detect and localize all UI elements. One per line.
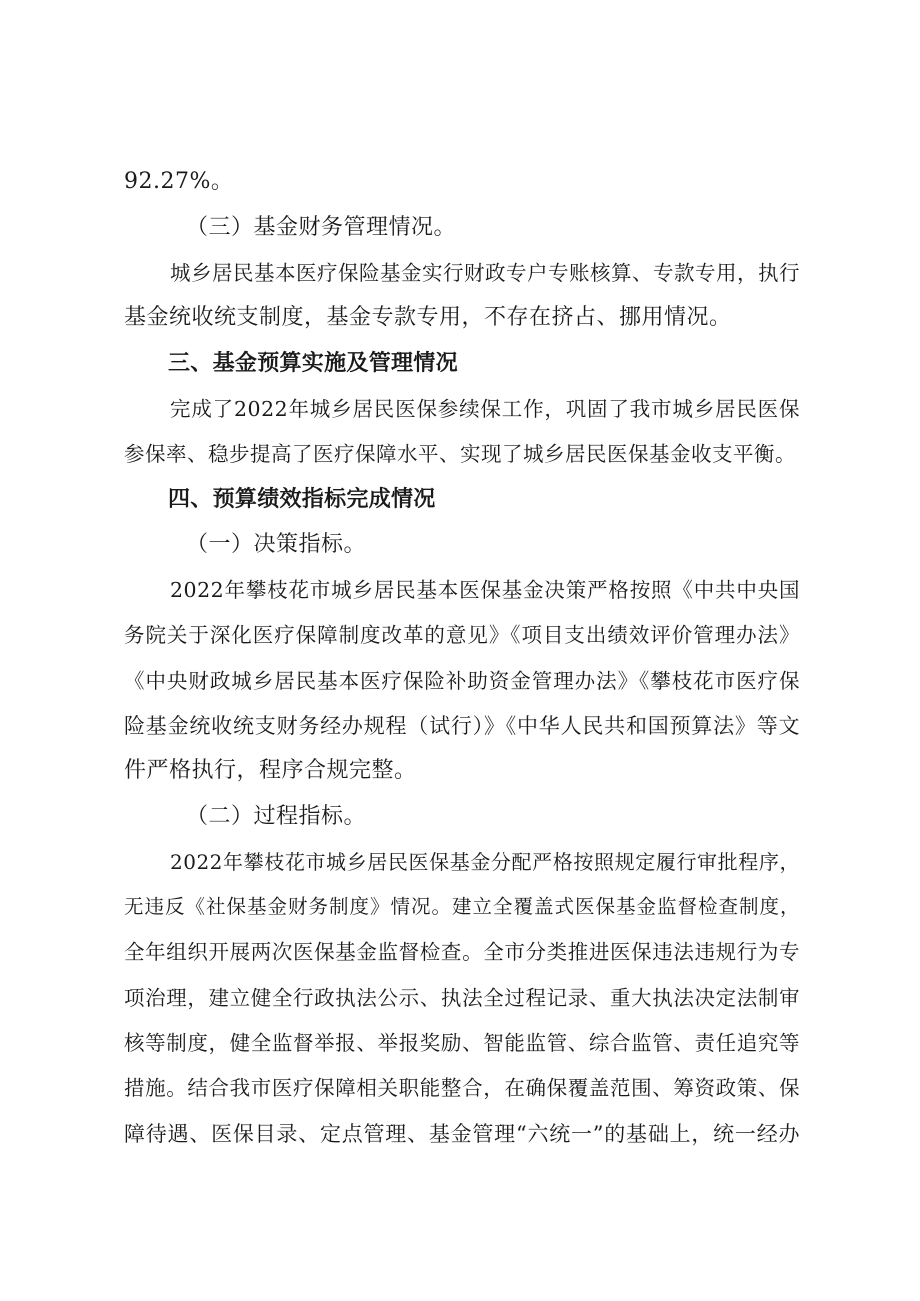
paragraph-line: 险基金统收统支财务经办规程（试行）》《中华人民共和国预算法》等文 [124, 714, 800, 738]
section-heading: 四、预算绩效指标完成情况 [168, 487, 436, 512]
paragraph-line: 2022年攀枝花市城乡居民医保基金分配严格按照规定履行审批程序， [170, 850, 800, 874]
paragraph-line: 完成了2022年城乡居民医保参续保工作，巩固了我市城乡居民医保 [170, 397, 800, 421]
section-subheading: （三）基金财务管理情况。 [186, 215, 457, 240]
paragraph-line: 城乡居民基本医疗保险基金实行财政专户专账核算、专款专用，执行 [170, 261, 800, 285]
section-subheading: （一）决策指标。 [186, 532, 367, 557]
paragraph-line: 全年组织开展两次医保基金监督检查。全市分类推进医保违法违规行为专 [124, 940, 800, 964]
section-subheading: （二）过程指标。 [186, 804, 367, 829]
section-heading: 三、基金预算实施及管理情况 [168, 351, 458, 376]
paragraph-line: 件严格执行，程序合规完整。 [124, 758, 417, 783]
paragraph-line: 参保率、稳步提高了医疗保障水平、实现了城乡居民医保基金收支平衡。 [124, 442, 796, 466]
paragraph-line: 2022年攀枝花市城乡居民基本医保基金决策严格按照《中共中央国 [170, 578, 800, 602]
paragraph-line: 措施。结合我市医疗保障相关职能整合，在确保覆盖范围、筹资政策、保 [124, 1076, 800, 1100]
paragraph-line: 核等制度，健全监督举报、举报奖励、智能监管、综合监管、责任追究等 [124, 1031, 800, 1055]
paragraph-line: 障待遇、医保目录、定点管理、基金管理“六统一”的基础上，统一经办 [124, 1122, 800, 1146]
paragraph-line: 无违反《社保基金财务制度》情况。建立全覆盖式医保基金监督检查制度， [124, 895, 800, 918]
paragraph-line: 务院关于深化医疗保障制度改革的意见》《项目支出绩效评价管理办法》 [124, 623, 800, 647]
paragraph-line: 项治理，建立健全行政执法公示、执法全过程记录、重大执法决定法制审 [124, 986, 800, 1010]
paragraph-line: 基金统收统支制度，基金专款专用，不存在挤占、挪用情况。 [124, 305, 732, 330]
paragraph-line: 《中央财政城乡居民基本医疗保险补助资金管理办法》《攀枝花市医疗保 [124, 669, 800, 693]
paragraph-line: 92.27%。 [124, 169, 234, 194]
